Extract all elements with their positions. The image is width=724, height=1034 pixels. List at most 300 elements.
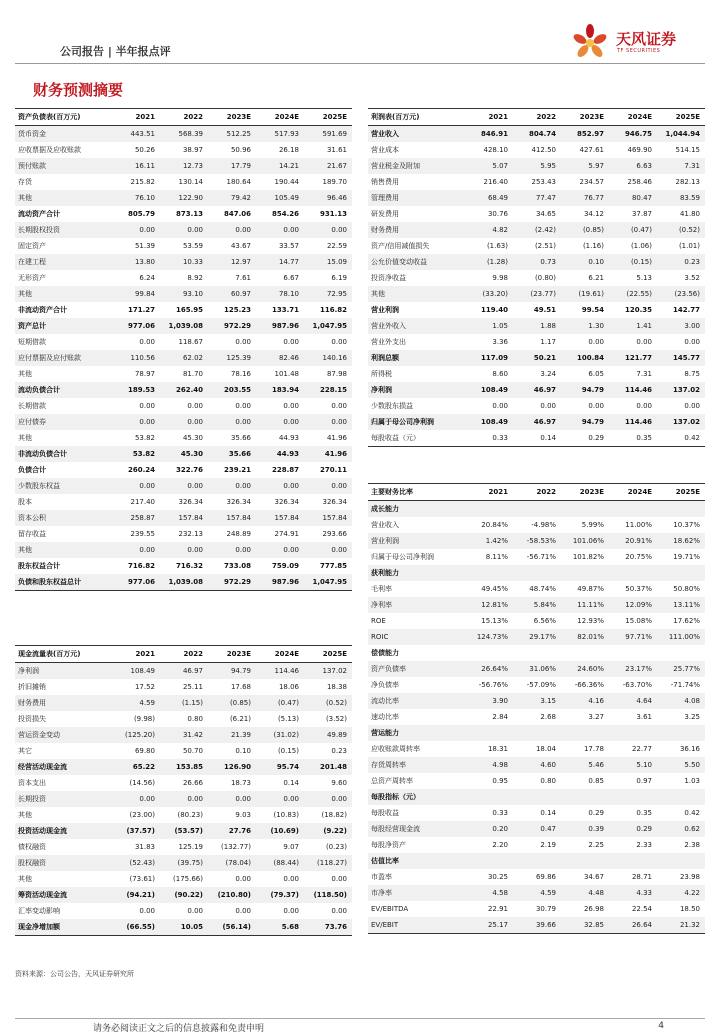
year-header: 2023E xyxy=(579,113,604,121)
cell-value: 130.14 xyxy=(178,178,203,186)
cell-value: (10.69) xyxy=(270,827,299,835)
cell-value: 0.62 xyxy=(684,825,700,833)
cell-value: 105.49 xyxy=(274,194,299,202)
cell-value: 0.29 xyxy=(588,809,604,817)
cell-value: 0.14 xyxy=(540,434,556,442)
cell-value: 0.00 xyxy=(283,418,299,426)
cell-value: 145.77 xyxy=(672,354,700,362)
table-row xyxy=(15,478,352,494)
cell-value: 0.00 xyxy=(331,226,347,234)
row-label: 其它 xyxy=(18,747,32,755)
cell-value: 260.24 xyxy=(127,466,155,474)
cell-value: 27.76 xyxy=(228,827,251,835)
table-row xyxy=(368,869,705,885)
row-label: 营运资金变动 xyxy=(18,731,60,739)
cell-value: 41.96 xyxy=(326,434,347,442)
cell-value: 0.00 xyxy=(139,482,155,490)
cell-value: 977.06 xyxy=(127,322,155,330)
cell-value: 18.31 xyxy=(487,745,508,753)
row-label: 资产/信用减值损失 xyxy=(371,242,430,250)
cell-value: 1,039.08 xyxy=(168,578,203,586)
cell-value: 0.97 xyxy=(636,777,652,785)
cell-value: 9.07 xyxy=(283,843,299,851)
cell-value: 15.13% xyxy=(481,617,508,625)
company-logo xyxy=(570,22,700,62)
table-row xyxy=(368,286,705,302)
cell-value: 133.71 xyxy=(271,306,299,314)
table-row xyxy=(15,807,352,823)
logo-name-en: TF SECURITIES xyxy=(617,48,661,54)
cell-value: 122.90 xyxy=(178,194,203,202)
cell-value: 0.00 xyxy=(331,875,347,883)
cell-value: 51.39 xyxy=(134,242,155,250)
cell-value: (1.28) xyxy=(486,258,508,266)
cell-value: 253.43 xyxy=(531,178,556,186)
cell-value: 22.91 xyxy=(487,905,508,913)
cell-value: (0.52) xyxy=(678,226,700,234)
year-header: 2024E xyxy=(627,113,652,121)
table-row xyxy=(368,398,705,414)
cell-value: 50.96 xyxy=(230,146,251,154)
year-header: 2022 xyxy=(536,113,556,121)
cell-value: 3.27 xyxy=(588,713,604,721)
table-row xyxy=(368,741,705,757)
cell-value: 1.17 xyxy=(540,338,556,346)
table-row xyxy=(15,871,352,887)
cell-value: 30.76 xyxy=(487,210,508,218)
row-label: 投资活动现金流 xyxy=(18,827,67,835)
cell-value: 9.98 xyxy=(492,274,508,282)
section-row xyxy=(368,725,705,741)
row-label: 其他 xyxy=(18,811,32,819)
cell-value: 94.79 xyxy=(581,418,604,426)
cell-value: 18.04 xyxy=(535,745,556,753)
row-label: 利润总额 xyxy=(371,354,399,362)
table-row xyxy=(15,855,352,871)
table-row xyxy=(368,190,705,206)
cell-value: 228.87 xyxy=(271,466,299,474)
row-label: 预付账款 xyxy=(18,162,46,170)
cell-value: 18.50 xyxy=(679,905,700,913)
table-row xyxy=(368,334,705,350)
cell-value: 19.71% xyxy=(673,553,700,561)
row-label: 每股收益（元） xyxy=(371,434,420,442)
cell-value: 0.00 xyxy=(187,402,203,410)
cell-value: 65.22 xyxy=(132,763,155,771)
table-row xyxy=(15,414,352,430)
cell-value: 847.06 xyxy=(223,210,251,218)
table-row xyxy=(15,238,352,254)
cell-value: 38.97 xyxy=(182,146,203,154)
cell-value: 121.77 xyxy=(624,354,652,362)
table-header-row xyxy=(15,108,352,126)
cell-value: 0.95 xyxy=(492,777,508,785)
cell-value: 46.97 xyxy=(182,667,203,675)
cell-value: 11.00% xyxy=(625,521,652,529)
cell-value: 1,047.95 xyxy=(312,578,347,586)
table-row xyxy=(15,446,352,462)
cell-value: 0.00 xyxy=(684,338,700,346)
table-end-rule xyxy=(15,590,352,591)
cell-value: 0.00 xyxy=(235,338,251,346)
table-row xyxy=(15,887,352,903)
cell-value: 777.85 xyxy=(319,562,347,570)
cell-value: 50.21 xyxy=(533,354,556,362)
cell-value: 987.96 xyxy=(271,578,299,586)
row-label: 非流动负债合计 xyxy=(18,450,67,458)
cell-value: 234.57 xyxy=(579,178,604,186)
cell-value: 49.89 xyxy=(326,731,347,739)
cell-value: -56.71% xyxy=(526,553,556,561)
cell-value: 0.00 xyxy=(283,907,299,915)
cell-value: 4.59 xyxy=(540,889,556,897)
cell-value: 7.31 xyxy=(636,370,652,378)
table-row xyxy=(15,839,352,855)
table-row xyxy=(368,382,705,398)
row-label: 营业外支出 xyxy=(371,338,406,346)
cell-value: (0.85) xyxy=(582,226,604,234)
cell-value: 18.73 xyxy=(230,779,251,787)
cell-value: 3.61 xyxy=(636,713,652,721)
cell-value: 0.00 xyxy=(331,482,347,490)
cell-value: 18.38 xyxy=(326,683,347,691)
cell-value: (78.04) xyxy=(225,859,251,867)
cell-value: 99.54 xyxy=(581,306,604,314)
row-label: 营业税金及附加 xyxy=(371,162,420,170)
section-row xyxy=(368,645,705,661)
cell-value: -63.70% xyxy=(622,681,652,689)
cell-value: 9.60 xyxy=(331,779,347,787)
cell-value: (80.23) xyxy=(177,811,203,819)
row-label: 负债和股东权益总计 xyxy=(18,578,81,586)
row-label: EV/EBIT xyxy=(371,921,399,929)
table-row xyxy=(15,791,352,807)
cell-value: 22.54 xyxy=(631,905,652,913)
cell-value: 17.52 xyxy=(134,683,155,691)
cell-value: 16.11 xyxy=(134,162,155,170)
table-header-row xyxy=(368,108,705,126)
cell-value: 15.09 xyxy=(326,258,347,266)
row-label: 现金净增加额 xyxy=(18,923,60,931)
cell-value: (5.13) xyxy=(277,715,299,723)
cell-value: 53.82 xyxy=(132,450,155,458)
cell-value: 517.93 xyxy=(274,130,299,138)
cell-value: 108.49 xyxy=(480,386,508,394)
row-label: 归属于母公司净利润 xyxy=(371,553,434,561)
table-row xyxy=(368,677,705,693)
cell-value: 108.49 xyxy=(130,667,155,675)
table-row xyxy=(15,190,352,206)
row-label: 净利润 xyxy=(18,667,39,675)
cell-value: 50.37% xyxy=(625,585,652,593)
cell-value: 78.10 xyxy=(278,290,299,298)
cell-value: 157.84 xyxy=(226,514,251,522)
cell-value: 116.82 xyxy=(319,306,347,314)
cell-value: 29.17% xyxy=(529,633,556,641)
year-header: 2022 xyxy=(183,113,203,121)
table-row xyxy=(368,517,705,533)
cell-value: 8.11% xyxy=(485,553,508,561)
row-label: 市盈率 xyxy=(371,873,392,881)
cell-value: 17.68 xyxy=(230,683,251,691)
cell-value: 2.20 xyxy=(492,841,508,849)
cell-value: (18.82) xyxy=(321,811,347,819)
cell-value: 201.48 xyxy=(319,763,347,771)
cell-value: (37.57) xyxy=(126,827,155,835)
cell-value: 6.21 xyxy=(588,274,604,282)
table-row xyxy=(15,542,352,558)
row-label: 资产总计 xyxy=(18,322,46,330)
report-type-title: 公司报告 | 半年报点评 xyxy=(60,45,171,58)
cell-value: (9.98) xyxy=(133,715,155,723)
cell-value: 0.39 xyxy=(588,825,604,833)
cell-value: 82.01% xyxy=(577,633,604,641)
cell-value: 80.47 xyxy=(631,194,652,202)
table-header-row xyxy=(15,645,352,663)
table-row xyxy=(15,430,352,446)
cell-value: 125.39 xyxy=(226,354,251,362)
cell-value: 17.79 xyxy=(230,162,251,170)
table-header-row xyxy=(368,483,705,501)
cell-value: 0.10 xyxy=(588,258,604,266)
cell-value: 37.87 xyxy=(631,210,652,218)
cell-value: 3.15 xyxy=(540,697,556,705)
cell-value: 34.67 xyxy=(583,873,604,881)
table-row xyxy=(15,318,352,334)
year-header: 2022 xyxy=(183,650,203,658)
cell-value: 49.45% xyxy=(481,585,508,593)
row-label: 无形资产 xyxy=(18,274,46,282)
cell-value: 4.08 xyxy=(684,697,700,705)
row-label: 财务费用 xyxy=(371,226,399,234)
cell-value: (2.51) xyxy=(534,242,556,250)
cell-value: 114.46 xyxy=(624,386,652,394)
table-row xyxy=(368,270,705,286)
table-end-rule xyxy=(15,935,352,936)
cell-value: 43.67 xyxy=(230,242,251,250)
row-label: 少数股东权益 xyxy=(18,482,60,490)
section-row xyxy=(368,789,705,805)
cell-value: 72.95 xyxy=(326,290,347,298)
cell-value: 322.76 xyxy=(175,466,203,474)
table-row xyxy=(15,526,352,542)
cell-value: (90.22) xyxy=(174,891,203,899)
cell-value: 0.00 xyxy=(588,402,604,410)
cell-value: 118.67 xyxy=(178,338,203,346)
row-label: 汇率变动影响 xyxy=(18,907,60,915)
cell-value: 239.21 xyxy=(223,466,251,474)
table-row xyxy=(15,711,352,727)
row-label: 每股收益 xyxy=(371,809,399,817)
row-label: 销售费用 xyxy=(371,178,399,186)
cell-value: 326.34 xyxy=(322,498,347,506)
cell-value: (73.61) xyxy=(129,875,155,883)
cell-value: 25.11 xyxy=(182,683,203,691)
cell-value: 119.40 xyxy=(480,306,508,314)
cell-value: 8.60 xyxy=(492,370,508,378)
row-label: 流动负债合计 xyxy=(18,386,60,394)
cell-value: (23.00) xyxy=(129,811,155,819)
cell-value: 17.78 xyxy=(583,745,604,753)
cell-value: (1.63) xyxy=(486,242,508,250)
table-title: 主要财务比率 xyxy=(371,488,413,496)
year-header: 2023E xyxy=(226,650,251,658)
cell-value: 95.74 xyxy=(276,763,299,771)
cell-value: 30.25 xyxy=(487,873,508,881)
cell-value: 0.00 xyxy=(139,338,155,346)
cell-value: 20.91% xyxy=(625,537,652,545)
cell-value: 0.35 xyxy=(636,809,652,817)
cell-value: 12.09% xyxy=(625,601,652,609)
cell-value: 716.82 xyxy=(127,562,155,570)
row-label: 其他 xyxy=(18,370,32,378)
row-label: 存货周转率 xyxy=(371,761,406,769)
row-label: ROIC xyxy=(371,633,389,641)
table-row xyxy=(368,174,705,190)
row-label: EV/EBITDA xyxy=(371,905,409,913)
cell-value: 140.16 xyxy=(322,354,347,362)
cell-value: 0.00 xyxy=(588,338,604,346)
cell-value: 21.39 xyxy=(230,731,251,739)
cell-value: 14.77 xyxy=(278,258,299,266)
cell-value: 0.00 xyxy=(331,795,347,803)
year-header: 2022 xyxy=(536,488,556,496)
table-row xyxy=(15,759,352,775)
year-header: 2023E xyxy=(226,113,251,121)
cell-value: -57.09% xyxy=(526,681,556,689)
row-label: 长期投资 xyxy=(18,795,46,803)
cell-value: 228.15 xyxy=(319,386,347,394)
cell-value: 6.63 xyxy=(636,162,652,170)
cell-value: 36.16 xyxy=(679,745,700,753)
row-label: 股本 xyxy=(18,498,32,506)
cell-value: 50.80% xyxy=(673,585,700,593)
cell-value: 69.80 xyxy=(134,747,155,755)
cell-value: (2.42) xyxy=(534,226,556,234)
cell-value: 189.70 xyxy=(322,178,347,186)
cell-value: (52.43) xyxy=(129,859,155,867)
cell-value: 79.42 xyxy=(230,194,251,202)
cell-value: 8.75 xyxy=(684,370,700,378)
cell-value: -58.53% xyxy=(526,537,556,545)
cell-value: 157.84 xyxy=(322,514,347,522)
table-row xyxy=(368,629,705,645)
cell-value: 165.95 xyxy=(175,306,203,314)
cell-value: 514.15 xyxy=(675,146,700,154)
cell-value: 469.90 xyxy=(627,146,652,154)
cell-value: 4.58 xyxy=(492,889,508,897)
table-row xyxy=(15,494,352,510)
cell-value: 232.13 xyxy=(178,530,203,538)
cell-value: 114.46 xyxy=(624,418,652,426)
cell-value: 0.00 xyxy=(235,907,251,915)
row-label: 管理费用 xyxy=(371,194,399,202)
cell-value: 3.24 xyxy=(540,370,556,378)
cell-value: 1.05 xyxy=(492,322,508,330)
cell-value: 31.42 xyxy=(182,731,203,739)
cell-value: 262.40 xyxy=(175,386,203,394)
cell-value: 270.11 xyxy=(319,466,347,474)
cell-value: 2.33 xyxy=(636,841,652,849)
cell-value: 1,039.08 xyxy=(168,322,203,330)
row-label: 其他 xyxy=(18,194,32,202)
row-label: 营运能力 xyxy=(371,729,399,737)
row-label: 研发费用 xyxy=(371,210,399,218)
cell-value: 733.08 xyxy=(223,562,251,570)
cell-value: 4.22 xyxy=(684,889,700,897)
cell-value: 0.00 xyxy=(636,338,652,346)
cell-value: 17.62% xyxy=(673,617,700,625)
row-label: 其他 xyxy=(18,290,32,298)
cell-value: (79.37) xyxy=(270,891,299,899)
cell-value: 0.00 xyxy=(187,226,203,234)
cell-value: 0.00 xyxy=(283,226,299,234)
cell-value: 13.11% xyxy=(673,601,700,609)
cell-value: 258.87 xyxy=(130,514,155,522)
cell-value: (56.14) xyxy=(222,923,251,931)
cell-value: 0.47 xyxy=(540,825,556,833)
cell-value: (175.66) xyxy=(173,875,203,883)
cell-value: (1.16) xyxy=(582,242,604,250)
cell-value: 10.37% xyxy=(673,521,700,529)
section-title: 财务预测摘要 xyxy=(33,81,124,99)
cell-value: 1.42% xyxy=(485,537,508,545)
cell-value: 34.12 xyxy=(583,210,604,218)
row-label: 流动资产合计 xyxy=(18,210,60,218)
cell-value: 26.64% xyxy=(481,665,508,673)
cell-value: 5.84% xyxy=(533,601,556,609)
cell-value: 6.67 xyxy=(283,274,299,282)
table-row xyxy=(15,382,352,398)
cell-value: 4.82 xyxy=(492,226,508,234)
cell-value: 0.00 xyxy=(187,482,203,490)
row-label: 少数股东损益 xyxy=(371,402,413,410)
row-label: 非流动资产合计 xyxy=(18,306,67,314)
table-row xyxy=(15,222,352,238)
cell-value: 0.33 xyxy=(492,434,508,442)
cell-value: (14.56) xyxy=(129,779,155,787)
cell-value: 6.19 xyxy=(331,274,347,282)
cell-value: 22.59 xyxy=(326,242,347,250)
cell-value: 5.07 xyxy=(492,162,508,170)
cell-value: 190.44 xyxy=(274,178,299,186)
row-label: 营业收入 xyxy=(371,521,399,529)
cell-value: 26.18 xyxy=(278,146,299,154)
cell-value: 1,047.95 xyxy=(312,322,347,330)
cell-value: 258.46 xyxy=(627,178,652,186)
cell-value: 53.82 xyxy=(134,434,155,442)
cell-value: 5.10 xyxy=(636,761,652,769)
year-header: 2021 xyxy=(488,113,508,121)
cell-value: 48.74% xyxy=(529,585,556,593)
cell-value: 81.70 xyxy=(182,370,203,378)
row-label: 营业收入 xyxy=(371,130,399,138)
cell-value: 50.70 xyxy=(182,747,203,755)
cell-value: 183.94 xyxy=(271,386,299,394)
cell-value: 0.00 xyxy=(283,482,299,490)
cell-value: 6.05 xyxy=(588,370,604,378)
row-label: 财务费用 xyxy=(18,699,46,707)
flower-logo-icon xyxy=(570,22,610,62)
cell-value: 3.90 xyxy=(492,697,508,705)
cell-value: 0.00 xyxy=(139,402,155,410)
cell-value: 21.32 xyxy=(679,921,700,929)
cell-value: 14.21 xyxy=(278,162,299,170)
cell-value: (210.80) xyxy=(217,891,251,899)
cell-value: 0.80 xyxy=(540,777,556,785)
cell-value: 0.00 xyxy=(235,402,251,410)
cell-value: 0.00 xyxy=(139,795,155,803)
